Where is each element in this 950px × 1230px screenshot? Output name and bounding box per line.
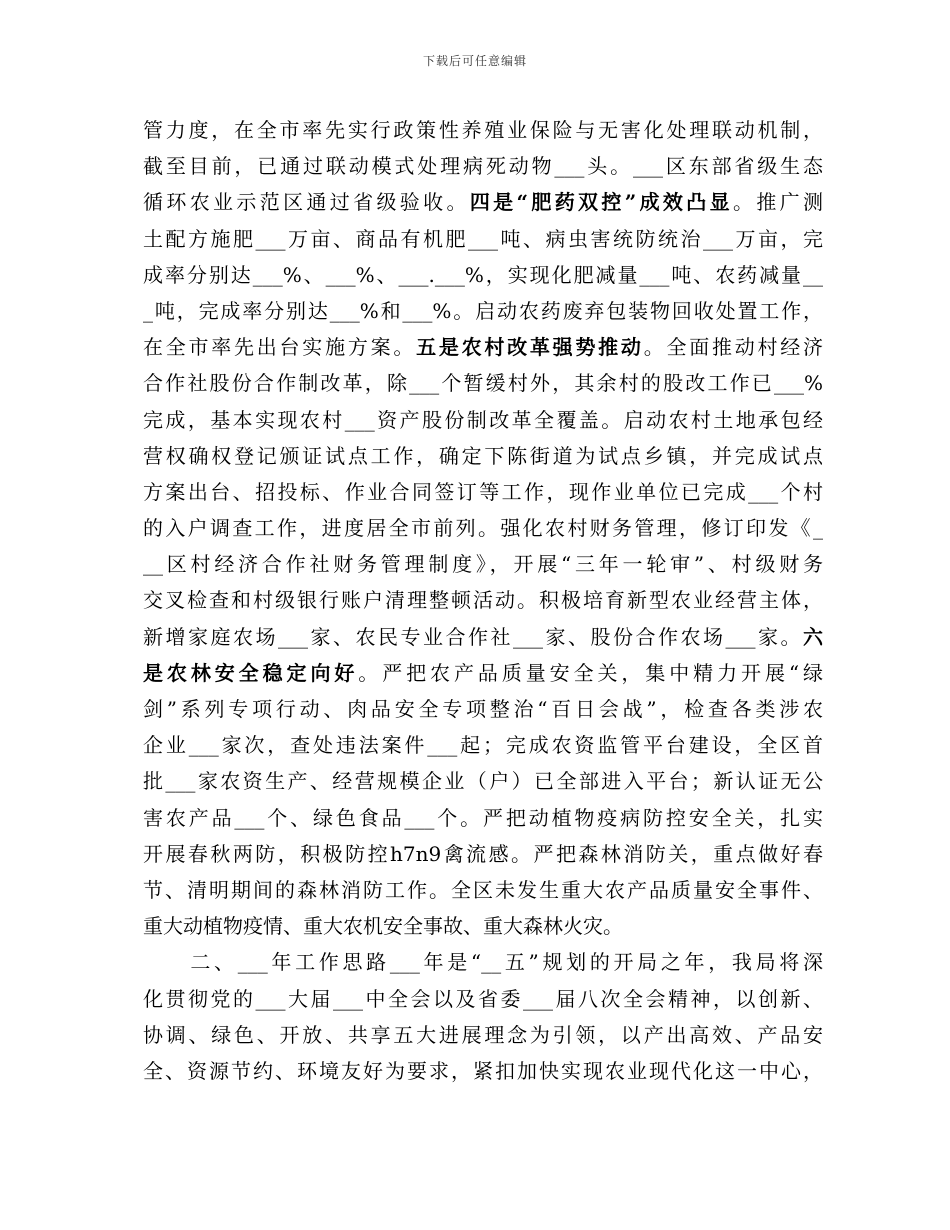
text-span: 合作社股份合作制改革，除___个暂缓村外，其余村的股改工作已___%: [143, 371, 823, 396]
text-span: 重大动植物疫情、重大农机安全事故、重大森林火灾。: [143, 914, 623, 939]
text-span: 剑”系列专项行动、肉品安全专项整治“百日会战”，检查各类涉农: [143, 697, 823, 721]
page-header: 下载后可任意编辑: [422, 54, 527, 68]
text-line: [143, 582, 823, 618]
bold-heading-text: 是农林安全稳定向好: [143, 660, 359, 685]
text-line: [143, 619, 823, 655]
bold-heading-text: 六: [803, 624, 823, 649]
text-span: 协调、绿色、开放、共享五大进展理念为引领，以产出高效、产品安: [143, 1022, 823, 1047]
text-line: [143, 872, 823, 908]
text-span: 企业___家次，查处违法案件___起；完成农资监管平台建设，全区首: [143, 733, 823, 758]
text-line: [143, 908, 823, 944]
text-span: 。严把农产品质量安全关，集中精力开展“绿: [358, 660, 824, 685]
text-line: [143, 1053, 823, 1089]
text-span: 二、___年工作思路___年是“__五”规划的开局之年，我局将深: [143, 950, 823, 975]
text-span: 。推广测: [732, 190, 824, 215]
text-line: [143, 836, 823, 872]
text-span: 开展春秋两防，积极防控h7n9禽流感。严把森林消防关，重点做好春: [143, 841, 823, 866]
text-span: 在全市率先出台实施方案。: [143, 335, 417, 360]
bold-heading-text: 四是“肥药双控”成效凸显: [469, 190, 733, 215]
text-line: [143, 727, 823, 763]
text-line: [143, 800, 823, 836]
text-line: [143, 402, 823, 438]
text-line: [143, 691, 823, 727]
text-span: 全、资源节约、环境友好为要求，紧扣加快实现农业现代化这一中心，: [143, 1058, 823, 1083]
text-line: [143, 1017, 823, 1053]
text-line: [143, 365, 823, 401]
text-span: 完成，基本实现农村___资产股份制改革全覆盖。启动农村土地承包经: [143, 407, 823, 432]
text-span: 成率分别达___%、___%、___.___%，实现化肥减量___吨、农药减量__: [143, 262, 823, 287]
text-span: 管力度，在全市率先实行政策性养殖业保险与无害化处理联动机制，: [143, 118, 823, 142]
text-span: 循环农业示范区通过省级验收。: [143, 190, 470, 215]
text-line: [143, 148, 823, 184]
text-span: 截至目前，已通过联动模式处理病死动物___头。___区东部省级生态: [143, 154, 823, 179]
text-span: 新增家庭农场___家、农民专业合作社___家、股份合作农场___家。: [143, 624, 803, 649]
body-text: [143, 112, 823, 1089]
text-span: 方案出台、招投标、作业合同签订等工作，现作业单位已完成___个村: [143, 479, 823, 504]
text-line: [143, 981, 823, 1017]
text-span: _吨，完成率分别达___%和___%。启动农药废弃包装物回收处置工作，: [143, 298, 823, 323]
text-span: 批___家农资生产、经营规模企业（户）已全部进入平台；新认证无公: [143, 769, 823, 794]
text-line: [143, 474, 823, 510]
text-span: 营权确权登记颁证试点工作，确定下陈街道为试点乡镇，并完成试点: [143, 443, 823, 468]
text-line: [143, 655, 823, 691]
text-line: [143, 112, 823, 148]
text-span: 。全面推动村经济: [643, 335, 824, 360]
text-line: [143, 510, 823, 546]
text-span: 化贯彻党的___大届___中全会以及省委___届八次全会精神，以创新、: [143, 986, 823, 1011]
text-line: [143, 763, 823, 799]
text-line: [143, 257, 823, 293]
text-span: 节、清明期间的森林消防工作。全区未发生重大农产品质量安全事件、: [143, 877, 823, 902]
text-span: __区村经济合作社财务管理制度》，开展“三年一轮审”、村级财务: [143, 552, 823, 577]
text-line: [143, 944, 823, 980]
text-span: 的入户调查工作，进度居全市前列。强化农村财务管理，修订印发《_: [143, 516, 823, 541]
text-span: 害农产品___个、绿色食品___个。严把动植物疫病防控安全关，扎实: [143, 805, 823, 830]
text-line: [143, 184, 823, 220]
text-line: [143, 329, 823, 365]
text-line: [143, 546, 823, 582]
bold-heading-text: 五是农村改革强势推动: [416, 335, 644, 360]
text-span: 交叉检查和村级银行账户清理整顿活动。积极培育新型农业经营主体，: [143, 588, 823, 613]
text-span: 土配方施肥___万亩、商品有机肥___吨、病虫害统防统治___万亩，完: [143, 226, 823, 251]
text-line: [143, 293, 823, 329]
text-line: [143, 221, 823, 257]
text-line: [143, 438, 823, 474]
